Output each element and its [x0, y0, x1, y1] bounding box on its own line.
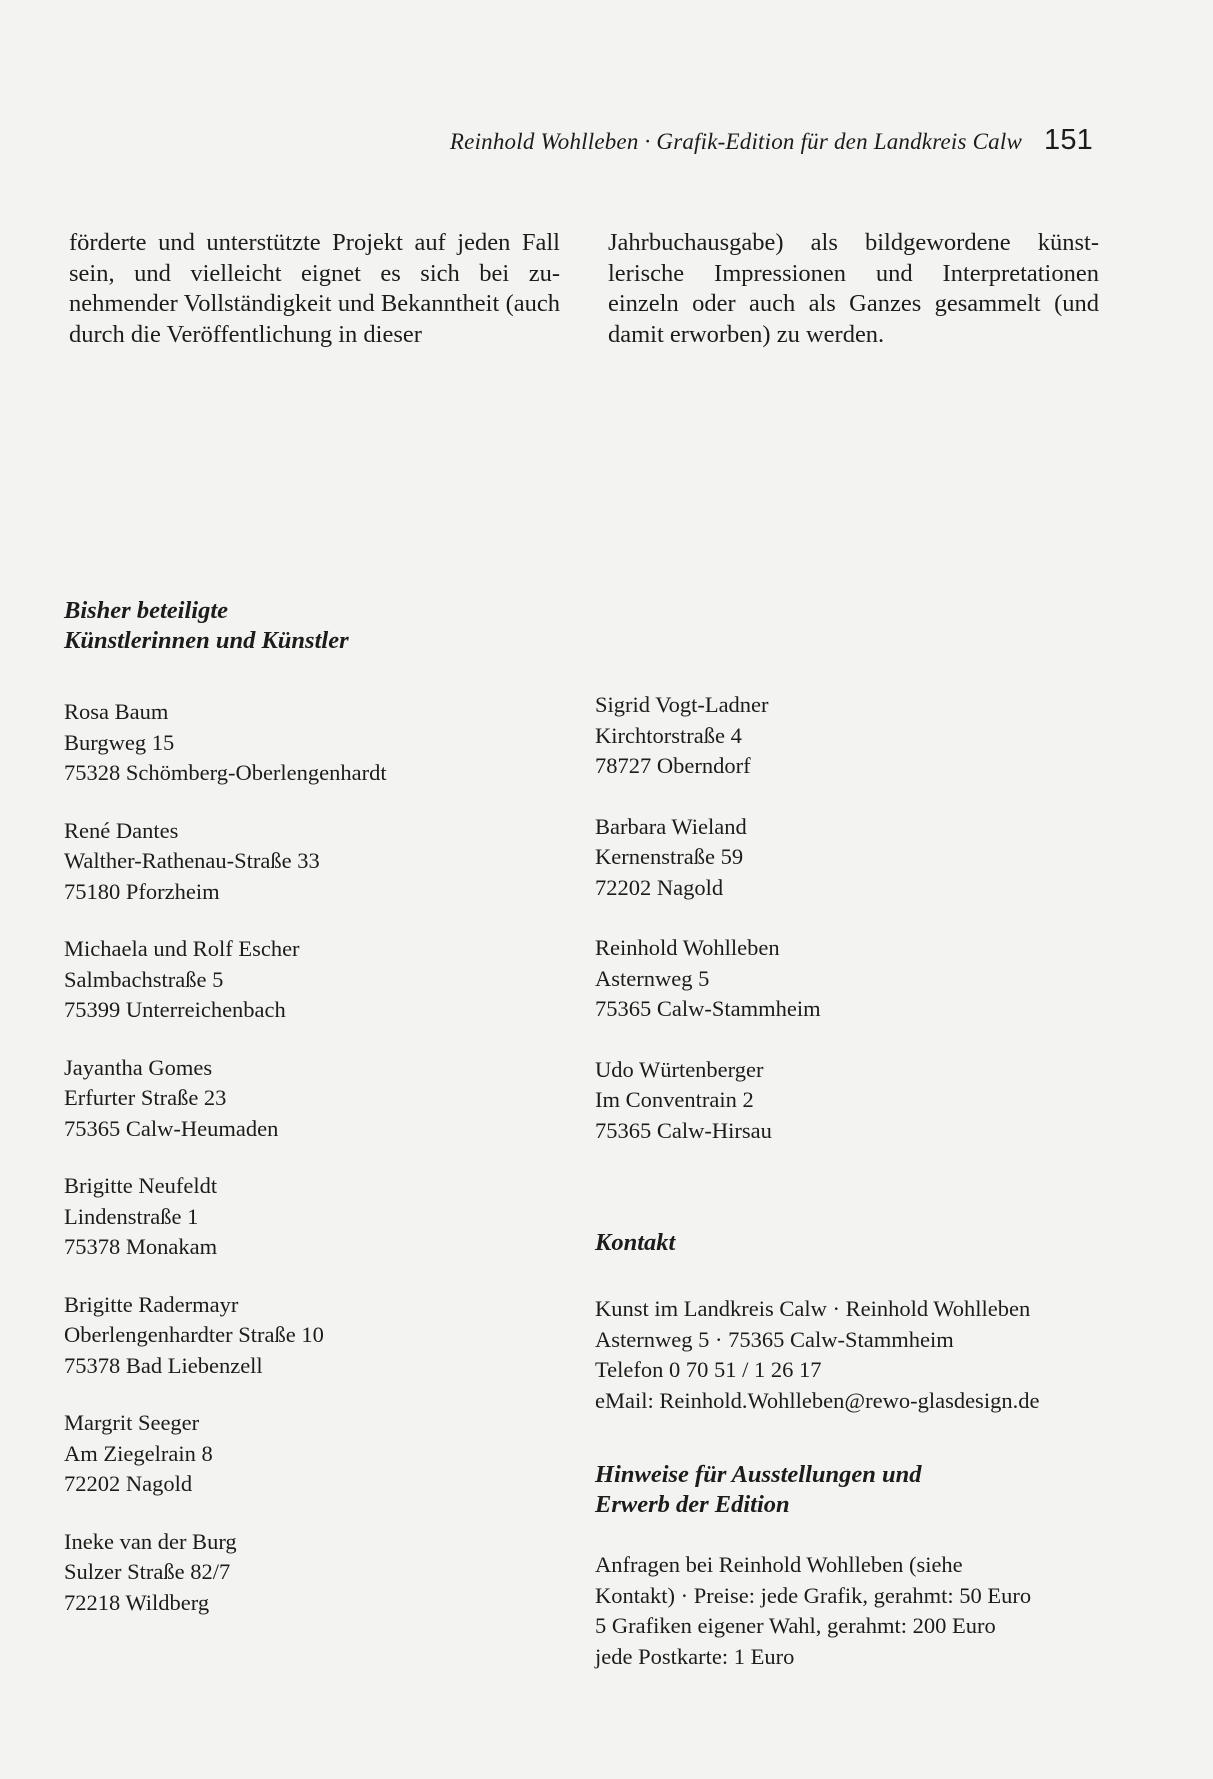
notes-heading	[595, 1460, 1155, 1520]
artist-name: Michaela und Rolf Escher	[64, 936, 300, 961]
artist-street: Salmbachstraße 5	[64, 966, 224, 992]
intro-paragraph	[69, 228, 1099, 350]
artist-street: Kernenstraße 59	[595, 844, 744, 869]
artist-address	[64, 1053, 584, 1145]
artist-address	[595, 933, 1155, 1025]
artist-city: 75328 Schömberg-Oberlengenhardt	[64, 760, 387, 785]
artist-address	[64, 816, 584, 908]
artist-city: 75365 Calw-Stammheim	[595, 996, 821, 1021]
artist-name: Ineke van der Burg	[64, 1528, 237, 1554]
contact-line: Asternweg 5 · 75365 Calw-Stammheim	[595, 1326, 954, 1352]
notes-line: jede Postkarte: 1 Euro	[595, 1643, 795, 1669]
artist-city: 75365 Calw-Heumaden	[64, 1115, 279, 1141]
artist-city: 75378 Monakam	[64, 1234, 218, 1259]
artist-name: René Dantes	[64, 817, 179, 843]
artists-heading-line-2: Künstlerinnen und Künstler	[64, 627, 349, 654]
artist-name: Margrit Seeger	[64, 1410, 200, 1435]
artist-name: Udo Würtenberger	[595, 1056, 764, 1082]
artist-street: Asternweg 5	[595, 965, 710, 991]
artists-left-column	[64, 596, 584, 1618]
artist-street: Walther-Rathenau-Straße 33	[64, 848, 320, 873]
artist-address	[64, 1290, 584, 1382]
artist-city: 75180 Pforzheim	[64, 878, 220, 904]
artist-city: 78727 Oberndorf	[595, 753, 751, 778]
artist-street: Oberlengenhardter Straße 10	[64, 1322, 324, 1347]
contact-line: Kunst im Landkreis Calw · Reinhold Wohlleben	[595, 1296, 1031, 1321]
artist-name: Brigitte Neufeldt	[64, 1173, 218, 1198]
contact-heading: Kontakt	[595, 1229, 676, 1256]
artist-city: 72218 Wildberg	[64, 1589, 210, 1615]
contact-phone: Telefon 0 70 51 / 1 26 17	[595, 1357, 822, 1382]
artist-address	[64, 1527, 584, 1619]
artist-street: Sulzer Straße 82/7	[64, 1559, 231, 1584]
notes-block	[595, 1550, 1155, 1672]
notes-line: Kontakt) · Preise: jede Grafik, gerahmt: 50 Euro	[595, 1582, 1032, 1608]
notes-line: Anfragen bei Reinhold Wohlleben (siehe	[595, 1552, 963, 1577]
artist-name: Barbara Wieland	[595, 813, 747, 839]
artist-address	[595, 1055, 1155, 1147]
intro-column-1: förderte und unterstützte Projekt auf jeden Fall sein, und vielleicht eignet es sich bei zunehmender Vollständigkeit und Bekanntheit (auch durch die Veröffentlichung in dieser	[69, 229, 560, 348]
artist-city: 72202 Nagold	[595, 874, 724, 900]
notes-line: 5 Grafiken eigener Wahl, gerahmt: 200 Euro	[595, 1613, 996, 1638]
artist-name: Reinhold Wohlleben	[595, 935, 780, 960]
running-title: Reinhold Wohlleben · Grafik-Edition für den Landkreis Calw	[449, 129, 1022, 154]
artist-address	[64, 1408, 584, 1500]
artist-address	[595, 812, 1155, 904]
artist-street: Burgweg 15	[64, 729, 175, 755]
artists-heading	[64, 596, 584, 656]
artist-name: Jayantha Gomes	[64, 1054, 213, 1080]
artist-name: Brigitte Radermayr	[64, 1291, 239, 1317]
artist-address	[64, 1171, 584, 1263]
artist-street: Lindenstraße 1	[64, 1203, 199, 1229]
artist-name: Sigrid Vogt-Ladner	[595, 692, 769, 717]
page-number: 151	[1044, 124, 1093, 156]
artist-street: Erfurter Straße 23	[64, 1085, 227, 1110]
artist-address	[64, 697, 584, 789]
artist-city: 75365 Calw-Hirsau	[595, 1117, 772, 1143]
contact-block	[595, 1294, 1155, 1416]
artist-street: Im Conventrain 2	[595, 1087, 754, 1112]
artist-city: 75399 Unterreichenbach	[64, 997, 286, 1022]
artist-street: Am Ziegelrain 8	[64, 1440, 213, 1466]
artists-heading-line-1: Bisher beteiligte	[64, 597, 228, 624]
artist-city: 72202 Nagold	[64, 1471, 193, 1496]
artists-right-column	[595, 690, 1155, 1672]
intro-column-2: Jahrbuchausgabe) als bildgewordene künstlerische Impressionen und Interpretationen einzeln oder auch als Ganzes gesammelt (und damit erworben) zu werden.	[608, 229, 1099, 348]
artist-street: Kirchtorstraße 4	[595, 722, 742, 748]
artist-address	[595, 690, 1155, 782]
notes-heading-line-2: Erwerb der Edition	[595, 1491, 790, 1518]
artist-name: Rosa Baum	[64, 699, 169, 724]
contact-email: eMail: Reinhold.Wohlleben@rewo-glasdesign.de	[595, 1387, 1040, 1413]
running-header	[450, 124, 1093, 157]
artist-city: 75378 Bad Liebenzell	[64, 1352, 263, 1378]
artist-address	[64, 934, 584, 1026]
notes-heading-line-1: Hinweise für Ausstellungen und	[595, 1461, 922, 1488]
